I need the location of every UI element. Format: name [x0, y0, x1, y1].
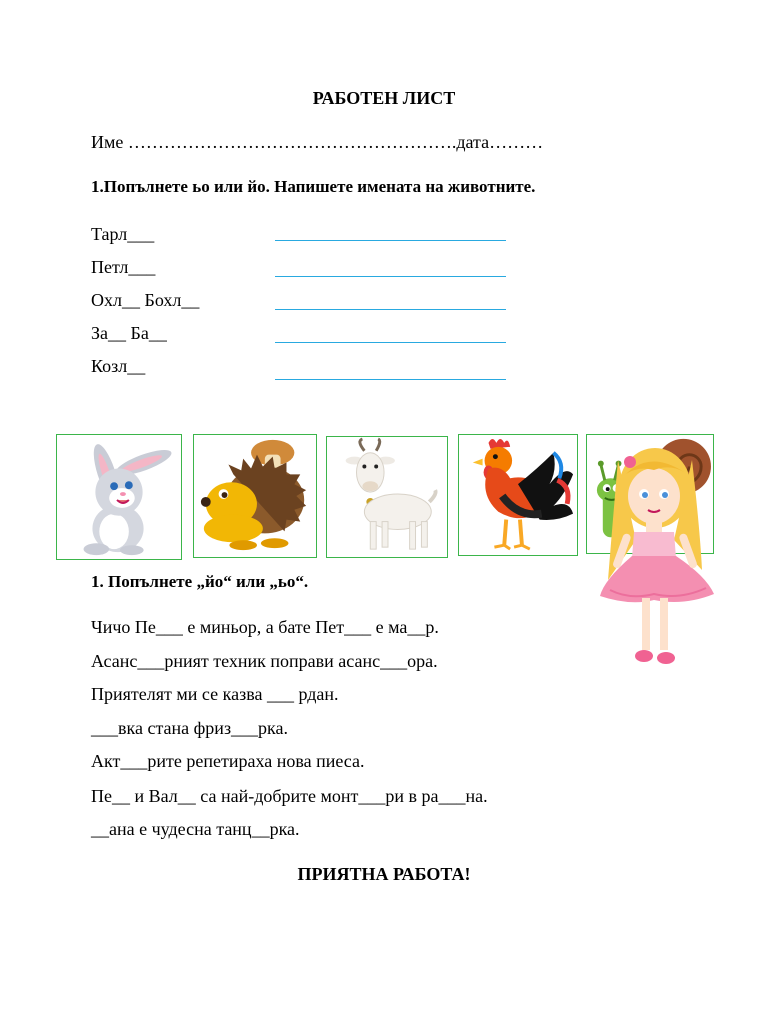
- answer-line[interactable]: [275, 309, 506, 310]
- sentence-item: Пе__ и Вал__ са най-добрите монт___ри в ра___на.: [91, 786, 488, 806]
- word-item: Охл__ Бохл__: [91, 290, 200, 310]
- rooster-picture: [458, 434, 578, 556]
- word-item: За__ Ба__: [91, 323, 167, 343]
- word-item: Тарл___: [91, 224, 155, 244]
- task2-heading: 1. Попълнете „йо“ или „ьо“.: [91, 572, 309, 591]
- name-date-line: Име ……………………………………………….дата………: [91, 132, 544, 152]
- goat-icon: [327, 437, 447, 557]
- girl-icon: [590, 430, 720, 675]
- hedgehog-picture: [193, 434, 317, 558]
- sentence-item: ___вка стана фриз___рка.: [91, 718, 289, 738]
- sentence-item: Чичо Пе___ е миньор, а бате Пет___ е ма__р.: [91, 617, 439, 637]
- closing-text: ПРИЯТНА РАБОТА!: [297, 864, 471, 884]
- sentence-item: Акт___рите репетираха нова пиеса.: [91, 751, 365, 771]
- answer-line[interactable]: [275, 276, 506, 277]
- sentence-item: Приятелят ми се казва ___ рдан.: [91, 684, 339, 704]
- answer-line[interactable]: [275, 342, 506, 343]
- hedgehog-icon: [194, 435, 316, 557]
- word-item: Козл__: [91, 356, 146, 376]
- task1-heading: 1.Попълнете ьо или йо. Напишете имената на животните.: [91, 177, 536, 196]
- sentence-item: Асанс___рният техник поправи асанс___ора.: [91, 651, 438, 671]
- goat-picture: [326, 436, 448, 558]
- rabbit-icon: [57, 435, 181, 559]
- answer-line[interactable]: [275, 379, 506, 380]
- word-item: Петл___: [91, 257, 156, 277]
- answer-line[interactable]: [275, 240, 506, 241]
- rabbit-picture: [56, 434, 182, 560]
- sentence-item: __ана е чудесна танц__рка.: [91, 819, 300, 839]
- rooster-icon: [459, 435, 577, 555]
- page-title: РАБОТЕН ЛИСТ: [312, 88, 456, 108]
